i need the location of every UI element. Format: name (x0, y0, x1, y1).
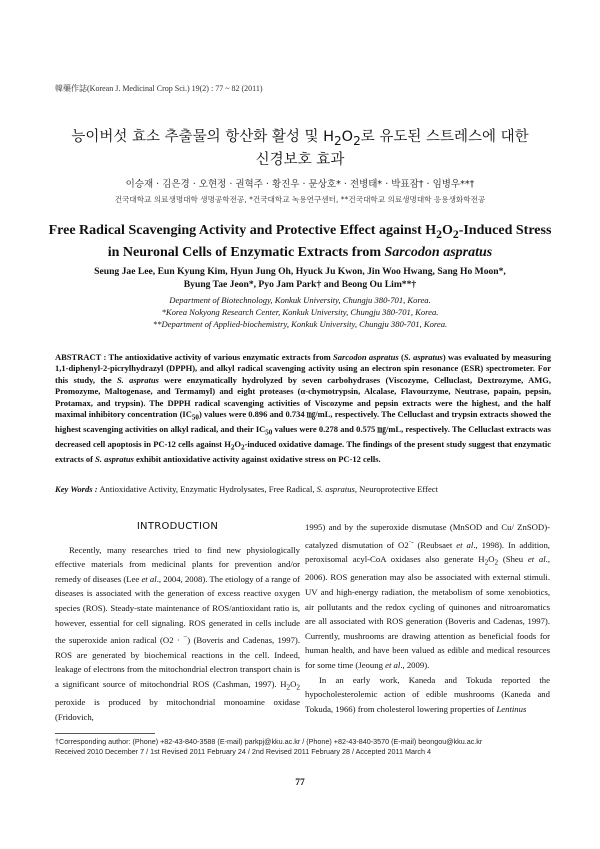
abstract (55, 352, 551, 466)
korean-title (40, 128, 560, 170)
english-title-line2: in Neuronal Cells of Enzymatic Extracts from (107, 244, 381, 260)
corresponding-author: †Corresponding author: (Phone) +82-43-840-3588 (E-mail) parkpj@kku.ac.kr / (Phone) +82-43-840-3570 (E-mail) beongou@kku.ac.kr (55, 737, 483, 746)
subscript: 2 (484, 558, 489, 567)
keywords (55, 484, 551, 495)
abstract-text: ) values were 0.896 and 0.734 ㎎/mL, respectively. The Celluclast and trypsin extracts showed the highest scavenging activities on alkyl radical, and their IC (55, 409, 552, 435)
species-name: S. aspratus (316, 484, 355, 494)
species-name: Sarcodon aspratus (333, 352, 399, 362)
species-name: Sarcodon aspratus (384, 244, 493, 260)
left-column (55, 520, 300, 724)
et-al: et al (385, 659, 401, 670)
species-name: Lentinus (496, 703, 527, 714)
et-al: et al (527, 554, 546, 565)
paragraph-text: peroxide is produced by mitochondrial monoamine oxidase (Fridovich, (55, 697, 300, 722)
paragraph-text: ., 1998). In addition, peroxisomal acyl-CoA oxidases also generate H (305, 539, 550, 565)
species-name: S. aspratus (116, 374, 159, 385)
abstract-text: exhibit antioxidative activity against oxidative stress on PC-12 cells. (133, 454, 381, 465)
korean-authors: 이승재 · 김은경 · 오현정 · 권혁주 · 황진우 · 문상호* · 전병태* · 박표잠† · 임병우**† (125, 179, 475, 190)
footnote-divider (55, 733, 155, 734)
subscript: 2 (353, 133, 361, 148)
paragraph-text: In an early work, Kaneda and Tokuda reported the hypocholesterolemic action of edible mushrooms (Kaneda and Tokuda, 1966) from cholesterol lowering properties of (305, 674, 550, 714)
paragraph-text: O (488, 554, 495, 565)
paragraph-text: 1995) and by the superoxide dismutase (MnSOD and Cu/ ZnSOD)-catalyzed dismutation of O2 (305, 522, 550, 550)
abstract-text: values were 0.278 and 0.575 ㎎/mL, respectively. The Celluclast extracts was decreased cell apoptosis in PC-12 cells against H (55, 424, 551, 450)
authors-line: Byung Tae Jeon*, Pyo Jam Park† and Beong Ou Lim**† (183, 279, 417, 290)
authors-line: Seung Jae Lee, Eun Kyung Kim, Hyun Jung Oh, Hyuck Ju Kwon, Jin Woo Hwang, Sang Ho Moon*, (94, 266, 506, 277)
superscript: − (183, 633, 188, 642)
species-name: S. aspratus (95, 454, 134, 465)
affiliation-line: *Korea Nokyong Research Center, Konkuk University, Chungju 380-701, Korea. (161, 307, 439, 317)
keywords-text: , Neuroprotective Effect (354, 484, 438, 494)
korean-title-part: 능이버섯 효소 추출물의 항산화 활성 및 H (71, 129, 334, 145)
subscript: 2 (230, 443, 235, 452)
species-name: S. aspratus (403, 352, 443, 362)
english-title-part: O (441, 223, 453, 238)
abstract-text: The antioxidative activity of various enzymatic extracts from (106, 352, 334, 362)
footnote (55, 737, 555, 757)
subscript: 2 (286, 683, 291, 692)
affiliation-line: **Department of Applied-biochemistry, Konkuk University, Chungju 380-701, Korea. (152, 319, 448, 329)
received-dates: Received 2010 December 7 / 1st Revised 2011 February 24 / 2nd Revised 2011 February 28 / Accepted 2011 March 4 (55, 747, 431, 756)
intro-paragraph (305, 673, 550, 717)
subscript: 50 (191, 413, 199, 422)
korean-affiliations: 건국대학교 의료생명대학 생명공학전공, *건국대학교 녹용연구센터, **건국대학교 의료생명대학 응용생화학전공 (114, 195, 486, 204)
subscript: 2 (333, 133, 342, 148)
english-title-part: Free Radical Scavenging Activity and Protective Effect against H (48, 223, 437, 238)
intro-paragraph (55, 543, 300, 725)
subscript: 2 (296, 683, 300, 692)
right-column (305, 520, 550, 716)
et-al: et al (456, 539, 474, 550)
korean-title-part: 로 유도된 스트레스에 대한 (360, 129, 529, 145)
intro-paragraph (305, 520, 550, 673)
abstract-text: were enzymatically hydrolyzed by seven carbohydrases (Viscozyme, Celluclast, Dextrozyme, AMG, Promozyme, Maltogenase, and Termamyl) and eight proteases (α-chymotrypsin, Alcalase, Flavourzyme, Neutrase, papain, pepsin, Protamax, and trypsin). The DPPH radical scavenging activities of Viscozyme and pepsin extracts were the highest, and the half maximal inhibitory concentration (IC (55, 374, 551, 420)
paragraph-text: ., 2004, 2008). The etiology of a range of diseases is associated with the generation of excess reactive oxygen species (ROS). Steady-state maintenance of ROS/antioxidant ratio is, however, essential for cell signaling. ROS generated in cells include the superoxide anion radical (O2 · (55, 573, 301, 646)
keywords-text: Antioxidative Activity, Enzymatic Hydrolysates, Free Radical, (97, 484, 317, 494)
journal-header: 韓藥作誌(Korean J. Medicinal Crop Sci.) 19(2) : 77 ~ 82 (2011) (55, 84, 263, 93)
english-title-part: -Induced Stress (458, 223, 552, 238)
subscript: 50 (265, 428, 273, 437)
paragraph-text: ., 2009). (400, 659, 430, 670)
korean-title-line2: 신경보호 효과 (255, 151, 345, 168)
affiliation-line: Department of Biotechnology, Konkuk University, Chungju 380-701, Korea. (169, 295, 431, 305)
section-heading: INTRODUCTION (136, 521, 219, 532)
subscript: 2 (452, 227, 459, 241)
et-al: et al (141, 573, 157, 584)
paragraph-text: (Reubsaet (413, 539, 457, 550)
abstract-text: -induced oxidative damage. The findings of the present study suggest that enzymatic extracts of (55, 439, 551, 465)
paragraph-text: ., 2006). ROS generation may also be associated with external stimuli. UV and high-energy radiation, the metabolism of some xenobiotics, air pollutants and the redox cycling of quinones and nitroaromatics are all associated with ROS generation (Boveris and Cadenas, 1997). Currently, mushrooms are drawing attention as beneficial foods for human health, and have been valued as edible and medical resources for some time (Jeoung (305, 554, 550, 670)
subscript: 2 (494, 558, 499, 567)
english-affiliations (40, 294, 560, 330)
superscript: ·- (408, 537, 414, 546)
english-authors (50, 265, 550, 291)
page-number: 77 (295, 778, 305, 788)
abstract-text: ) was evaluated by measuring 1,1-diphenyl-2-picrylhydrazyl (DPPH), and alkyl radical scavenging activity using an electron spin resonance (ESR) spectrometer. For this study, the (55, 352, 551, 385)
keywords-label: Key Words : (55, 484, 98, 494)
subscript: 2 (436, 227, 442, 241)
abstract-label: ABSTRACT : (55, 352, 107, 362)
paragraph-text: (Sheu (498, 554, 528, 565)
abstract-text: ( (398, 352, 404, 362)
abstract-text: O (234, 439, 242, 450)
paragraph-text: Recently, many researches tried to find new physiologically effective materials from medicinal plants for prevention and/or remedy of diseases (Lee (55, 544, 300, 584)
korean-title-part: O (341, 129, 354, 145)
subscript: 2 (241, 443, 245, 452)
english-title (40, 222, 560, 262)
paragraph-text: O (290, 678, 297, 689)
paragraph-text: ) (Boveris and Cadenas, 1997). ROS are generated by biochemical reactions in the cell. Indeed, leakage of electrons from the mitochondrial electron transport chain is a significant source of mitochondrial ROS (Cashman, 1997). H (55, 635, 300, 689)
